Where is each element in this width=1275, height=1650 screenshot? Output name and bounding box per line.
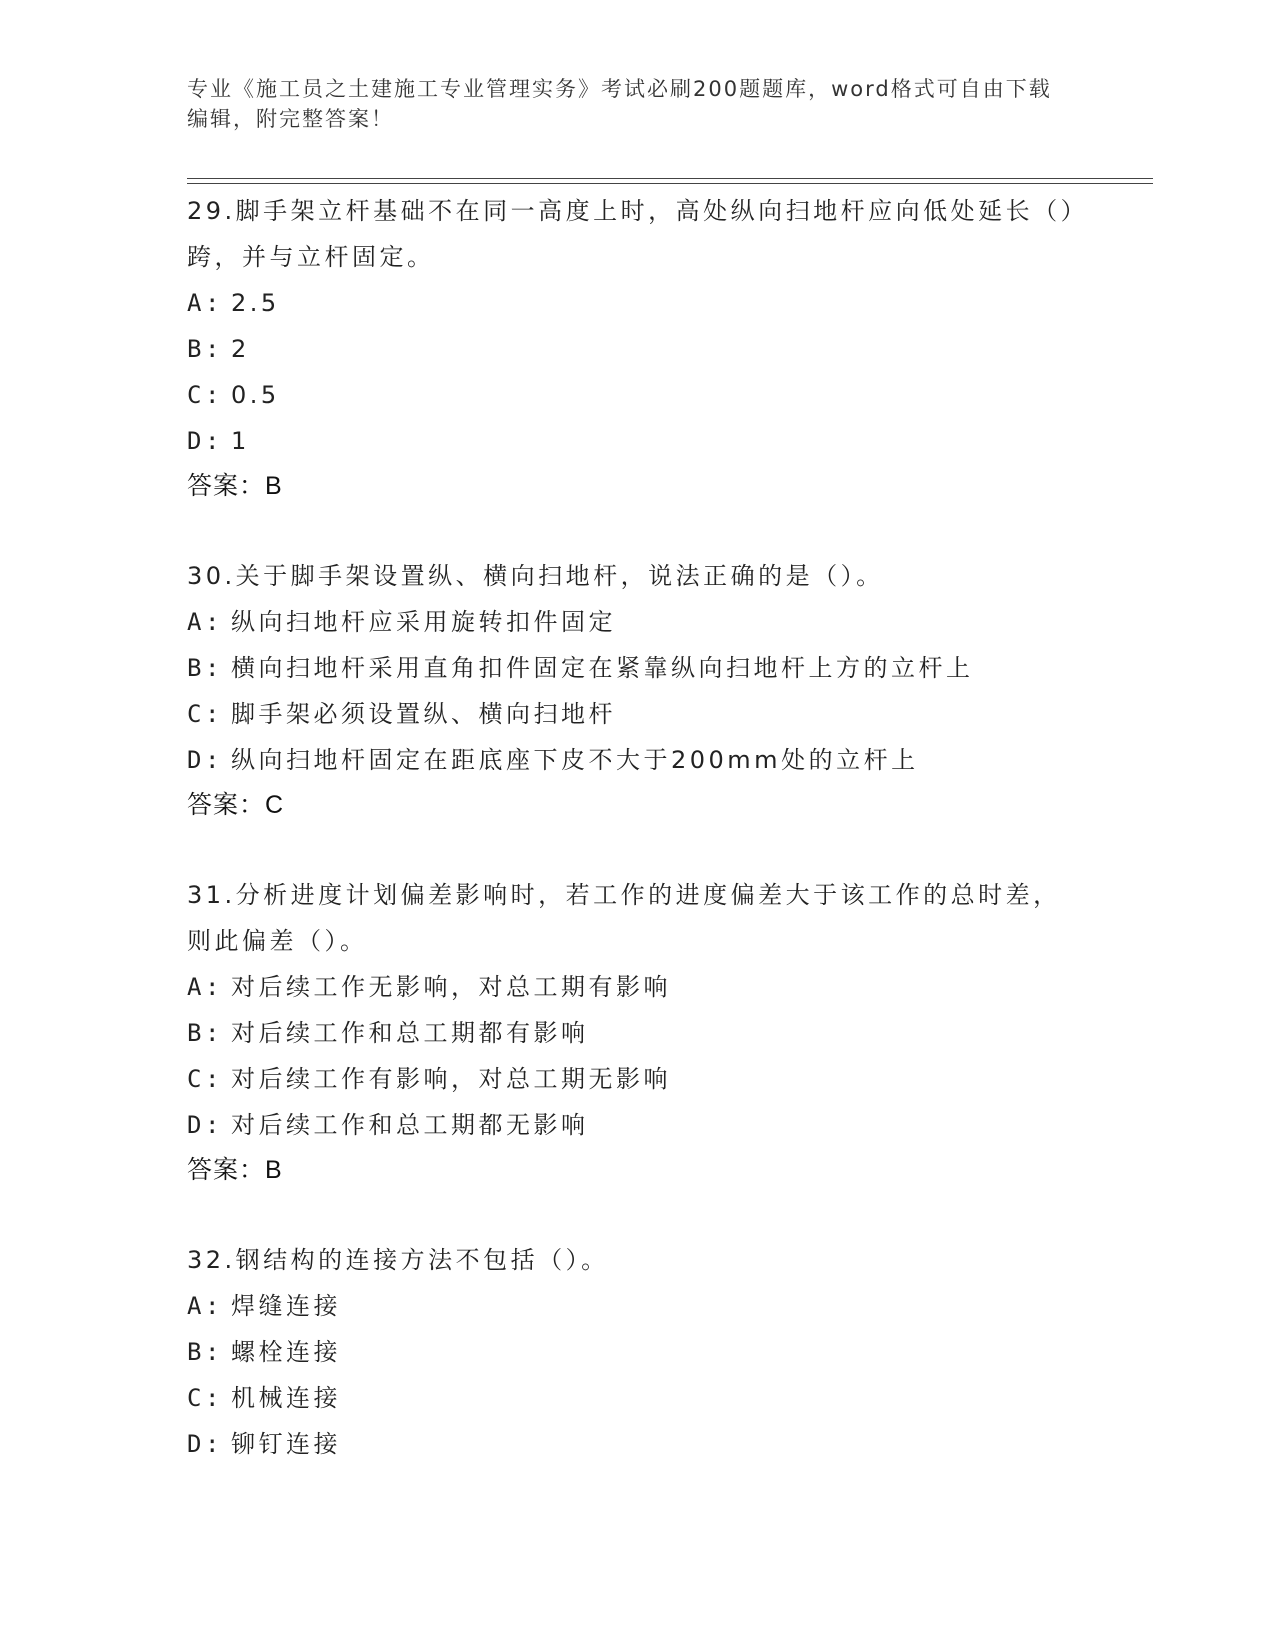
- option-text: 对后续工作无影响，对总工期有影响: [231, 973, 671, 1001]
- option-text: 0.5: [231, 381, 280, 409]
- option-b: [187, 645, 1087, 691]
- option-key: D:: [187, 427, 223, 455]
- question-stem: 29.脚手架立杆基础不在同一高度上时，高处纵向扫地杆应向低处延长（）跨，并与立杆固定。: [187, 197, 1077, 271]
- option-b: [187, 1010, 1087, 1056]
- option-text: 脚手架必须设置纵、横向扫地杆: [231, 700, 616, 728]
- option-key: C:: [187, 1384, 223, 1412]
- option-key: C:: [187, 381, 223, 409]
- option-c: [187, 372, 1087, 418]
- document-header: 专业《施工员之土建施工专业管理实务》考试必刷200题题库，word格式可自由下载编辑，附完整答案！: [187, 77, 1052, 131]
- question-stem: 31.分析进度计划偏差影响时，若工作的进度偏差大于该工作的总时差，则此偏差（）。: [187, 881, 1061, 955]
- option-key: A:: [187, 973, 223, 1001]
- question-stem: 30.关于脚手架设置纵、横向扫地杆，说法正确的是（）。: [187, 562, 884, 590]
- question-31: [187, 872, 1087, 1192]
- header-divider-bottom: [187, 183, 1153, 184]
- option-a: [187, 1283, 1087, 1329]
- option-key: B:: [187, 335, 223, 363]
- option-key: D:: [187, 1111, 223, 1139]
- option-text: 2.5: [231, 289, 280, 317]
- option-text: 铆钉连接: [231, 1430, 341, 1458]
- option-key: B:: [187, 654, 223, 682]
- option-b: [187, 326, 1087, 372]
- header-divider-top: [187, 178, 1153, 179]
- option-d: [187, 1102, 1087, 1148]
- option-c: [187, 691, 1087, 737]
- option-key: A:: [187, 289, 223, 317]
- option-text: 横向扫地杆采用直角扣件固定在紧靠纵向扫地杆上方的立杆上: [231, 654, 974, 682]
- option-text: 2: [231, 335, 250, 363]
- option-key: D:: [187, 746, 223, 774]
- answer-line: 答案：C: [187, 791, 285, 819]
- option-c: [187, 1375, 1087, 1421]
- option-d: [187, 737, 1087, 783]
- answer-line: 答案：B: [187, 472, 283, 500]
- answer-line: 答案：B: [187, 1156, 283, 1184]
- option-key: B:: [187, 1019, 223, 1047]
- option-key: A:: [187, 1292, 223, 1320]
- option-a: [187, 599, 1087, 645]
- option-key: B:: [187, 1338, 223, 1366]
- question-32: [187, 1237, 1087, 1467]
- option-c: [187, 1056, 1087, 1102]
- option-key: C:: [187, 1065, 223, 1093]
- option-key: D:: [187, 1430, 223, 1458]
- option-a: [187, 964, 1087, 1010]
- option-text: 纵向扫地杆固定在距底座下皮不大于200mm处的立杆上: [231, 746, 919, 774]
- option-key: C:: [187, 700, 223, 728]
- option-d: [187, 418, 1087, 464]
- option-text: 螺栓连接: [231, 1338, 341, 1366]
- option-text: 纵向扫地杆应采用旋转扣件固定: [231, 608, 616, 636]
- option-text: 机械连接: [231, 1384, 341, 1412]
- option-text: 对后续工作和总工期都有影响: [231, 1019, 589, 1047]
- option-text: 对后续工作有影响，对总工期无影响: [231, 1065, 671, 1093]
- question-30: [187, 553, 1087, 827]
- option-b: [187, 1329, 1087, 1375]
- option-a: [187, 280, 1087, 326]
- option-text: 1: [231, 427, 250, 455]
- option-text: 对后续工作和总工期都无影响: [231, 1111, 589, 1139]
- question-stem: 32.钢结构的连接方法不包括（）。: [187, 1246, 609, 1274]
- option-d: [187, 1421, 1087, 1467]
- option-text: 焊缝连接: [231, 1292, 341, 1320]
- question-29: [187, 188, 1087, 508]
- option-key: A:: [187, 608, 223, 636]
